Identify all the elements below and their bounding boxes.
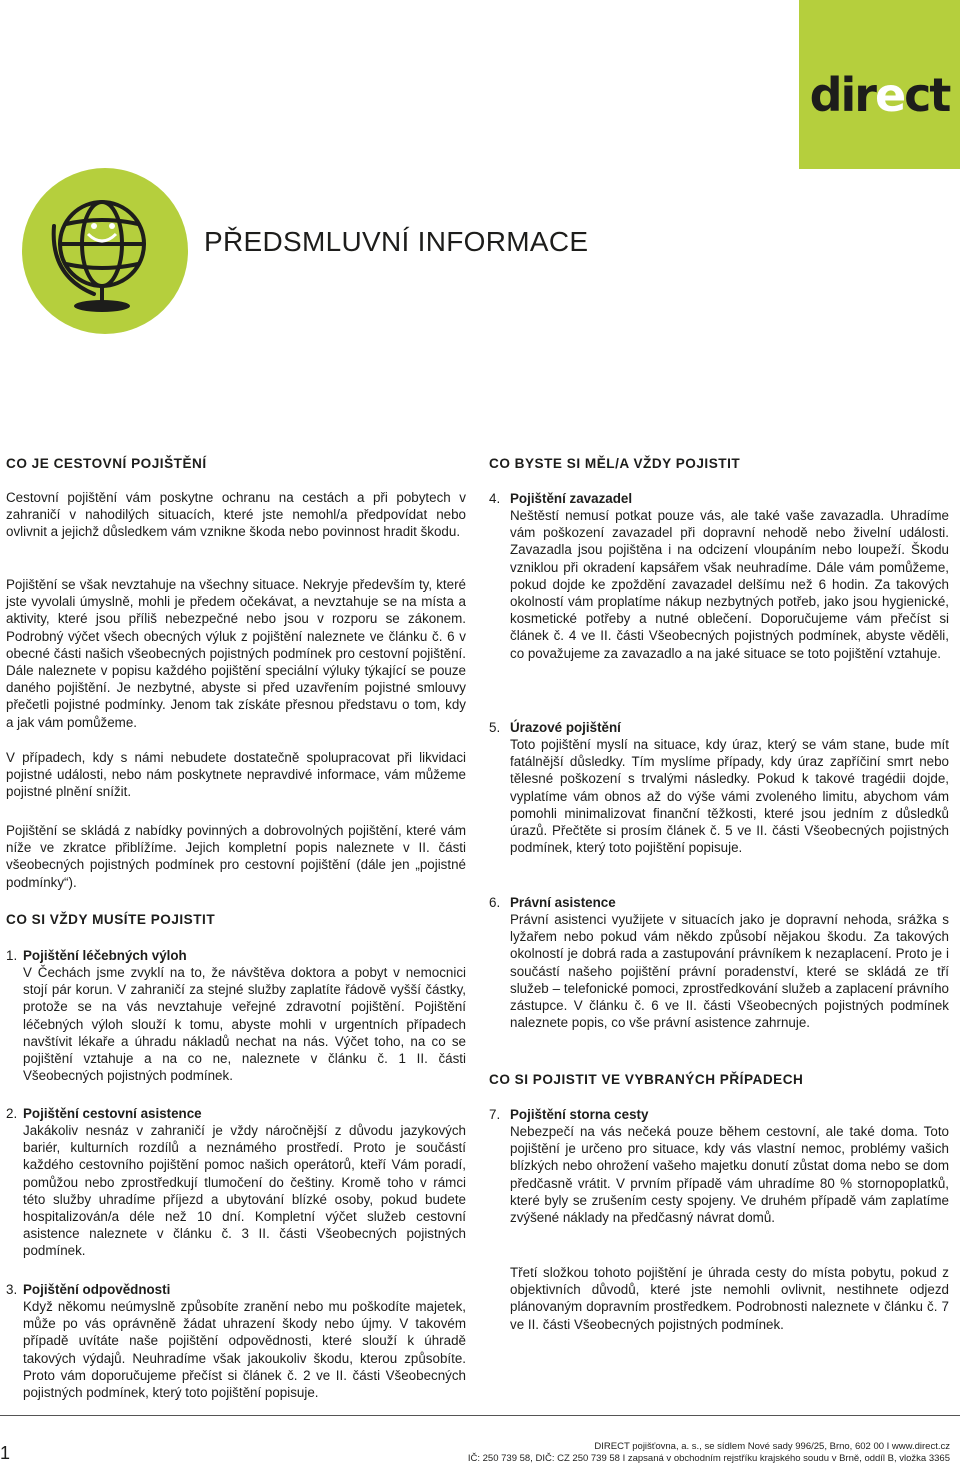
item-number: 7. [489,1107,501,1122]
paragraph-intro: Cestovní pojištění vám poskytne ochranu na cestách a při pobytech v zahraničí v nahodilých situacích, které jste nemohl/a předpovídat nebo ovlivnit a jejichž důsledkem vám vznikne škoda nebo povinnost hradit škodu. [6,490,466,540]
item-body-medical: V Čechách jsme zvyklí na to, že návštěva doktora a pobyt v nemocnici stojí pár korun. V zahraničí za stejné služby zaplatíte řádově vyšší částky, protože se na vás nevztahuje veřejné zdravotní pojištění. Pojištění léčebných výloh slouží k tomu, abyste mohli v urgentních případech navštívit lékaře a úhradu nákladů nechat na nás. Výčet toho, na co se pojištění vztahuje a na co ne, naleznete v článku č. 1 II. části Všeobecných pojistných podmínek. [23,965,466,1084]
paragraph-exclusions: Pojištění se však nevztahuje na všechny situace. Nekryje především ty, které jste vyvolali úmyslně, mohli je předem očekávat, a nevztahuje se na místa a aktivity, které jsou příliš nebezpečné nebo jsou v rozporu se zákonem. Podrobný výčet všech obecných výluk z pojištění naleznete ve článku č. 6 v obecné části našich všeobecných pojistných podmínek pro cestovní pojištění. Dále naleznete v popisu každého pojištění speciální výluky týkající se pouze daného pojištění. Je nezbytné, abyste si před uzavřením pojistné smlouvy přečetli pojistné podmínky. Jenom tak získáte přesnou představu o tom, kdy a jak vám pomůžeme. [6,577,466,730]
item-title-assistance: Pojištění cestovní asistence [23,1106,202,1121]
item-number: 5. [489,720,501,735]
item-body-accident: Toto pojištění myslí na situace, kdy úraz, který se vám stane, bude mít fatálnější důsledky. Tím myslíme případy, kdy úraz zapříčiní smrt nebo tělesné poškození s trvalými následky. Pokud k takové tragédii dojde, vyplatíme vám obnos až do výše vámi zvoleného limitu, abychom vám pomohli minimalizovat finanční těžkosti, které jsou jedním z důsledků úrazů. Přečtěte si prosím článek č. 5 ve II. části Všeobecných pojistných podmínek, který toto pojištění popisuje. [510,737,949,856]
page-number: 1 [0,1443,11,1463]
item-title-luggage: Pojištění zavazadel [510,491,633,506]
footer-divider [0,1415,960,1416]
item-number: 4. [489,491,501,506]
footer-registration: IČ: 250 739 58, DIČ: CZ 250 739 58 I zapsaná v obchodním rejstříku krajského soudu v Brně, oddíl B, vložka 3365 [467,1453,950,1464]
item-body-legal: Právní asistenci využijete v situacích jako je dopravní nehoda, srážka s lyžařem nebo pokud vám někdo způsobí nějakou škodu. Za takových okolností je dobrá rada a zastupování právníkem k nezaplacení. Proto je i součástí našeho pojištění právní poradenství, které se skládá ze tří služeb – telefonické pomoci, zprostředkování služeb a zaplacení právního zástupce. V článku č. 6 ve II. části Všeobecných pojistných podmínek naleznete popis, co vše právní asistence zahrnuje. [510,912,949,1031]
item-number: 1. [6,948,18,963]
item-number: 2. [6,1106,18,1121]
item-number: 3. [6,1282,18,1297]
section-heading-what-is: CO JE CESTOVNÍ POJIŠTĚNÍ [6,456,207,471]
paragraph-composition: Pojištění se skládá z nabídky povinných a dobrovolných pojištění, které vám níže ve zkratce přiblížíme. Jejich kompletní popis naleznete v II. části všeobecných pojistných podmínek pro cestovní pojištění (dále jen „pojistné podmínky“). [6,823,466,890]
item-body-liability: Když někomu neúmyslně způsobíte zranění nebo mu poškodíte majetek, může po vás oprávněně žádat uhrazení škody nebo újmy. V takovém případě uvítáte naše pojištění odpovědnosti, které slouží k úhradě takových výdajů. Neuhradíme však jakoukoliv škodu, kterou způsobíte. Proto vám doporučujeme přečíst si článek č. 2 ve II. části Všeobecných pojistných podmínek, který toto pojištění popisuje. [23,1299,466,1401]
paragraph-cancellation-extra: Třetí složkou tohoto pojištění je úhrada cesty do místa pobytu, pokud z objektivních důvodů, které jste nemohli ovlivnit, nestihnete odjezd plánovaným dopravním prostředkem. Podrobnosti naleznete v článku č. 7 ve II. části Všeobecných pojistných podmínek. [510,1265,949,1332]
brand-logo [799,0,960,169]
page-title: PŘEDSMLUVNÍ INFORMACE [204,226,589,257]
section-heading-optional: CO SI POJISTIT VE VYBRANÝCH PŘÍPADECH [489,1072,804,1087]
item-title-medical: Pojištění léčebných výloh [23,948,187,963]
footer-company: DIRECT pojišťovna, a. s., se sídlem Nové sady 996/25, Brno, 602 00 I www.direct.cz [594,1441,950,1452]
brand-logo-wordmark: direct [809,68,950,122]
section-heading-should-insure: CO BYSTE SI MĚL/A VŽDY POJISTIT [489,456,741,471]
item-title-accident: Úrazové pojištění [510,720,621,735]
item-title-liability: Pojištění odpovědnosti [23,1282,171,1297]
item-body-cancellation: Nebezpečí na vás nečeká pouze během cestovní, ale také doma. Toto pojištění je určeno pro situace, kdy vás vlastní nemoc, problémy vašich blízkých nebo ohrožení vašeho majetku donutí zůstat doma nebo se dom předčasně vrátit. V prvním případě vám uhradíme 80 % stornopoplatků, které byly se zrušením cesty spojeny. Ve druhém případě vám zaplatíme zvýšené náklady na předčasný návrat domů. [510,1124,949,1226]
item-title-cancellation: Pojištění storna cesty [510,1107,649,1122]
globe-icon [22,168,188,334]
item-body-luggage: Neštěstí nemusí potkat pouze vás, ale také vaše zavazadla. Uhradíme vám poškození zavazadel při dopravní nehodě nebo živelní události. Zavazadla jsou pojištěna i na odcizení vloupáním nebo loupeží. Škodu vzniklou při okradení kapsářem však neuhradíme. Dále vám pomůžeme, pokud dojde ke zpoždění zavazadel delšímu než 6 hodin. Za takových okolností vám proplatíme nákup nezbytných potřeb, jako jsou hygienické, kosmetické potřeby a nutné oblečení. Doporučujeme vám přečíst si článek č. 4 ve II. části Všeobecných pojistných podmínek, abyste věděli, co považujeme za zavazadlo a na jaké situace se toto pojištění vztahuje. [510,508,949,661]
section-heading-must-insure: CO SI VŽDY MUSÍTE POJISTIT [6,912,216,927]
item-title-legal: Právní asistence [510,895,616,910]
item-body-assistance: Jakákoliv nesnáz v zahraničí je vždy náročnější z důvodu jazykových bariér, kulturních rozdílů a neznámého prostředí. Proto je součástí každého cestovního pojištění pomoc našich operátorů, kteří Vám poradí, pomůžou nebo zprostředkují tlumočení do češtiny. Kromě toho v rámci této služby uhradíme příjezd a ubytování blízké osoby, pokud budete hospitalizován/a déle než 10 dní. Kompletní výčet služeb cestovní asistence naleznete v článku č. 3 II. části Všeobecných pojistných podmínek. [23,1123,466,1259]
paragraph-cooperation: V případech, kdy s námi nebudete dostatečně spolupracovat při likvidaci pojistné události, nebo nám poskytnete nepravdivé informace, vám můžeme pojistné plnění snížit. [6,750,466,800]
item-number: 6. [489,895,501,910]
